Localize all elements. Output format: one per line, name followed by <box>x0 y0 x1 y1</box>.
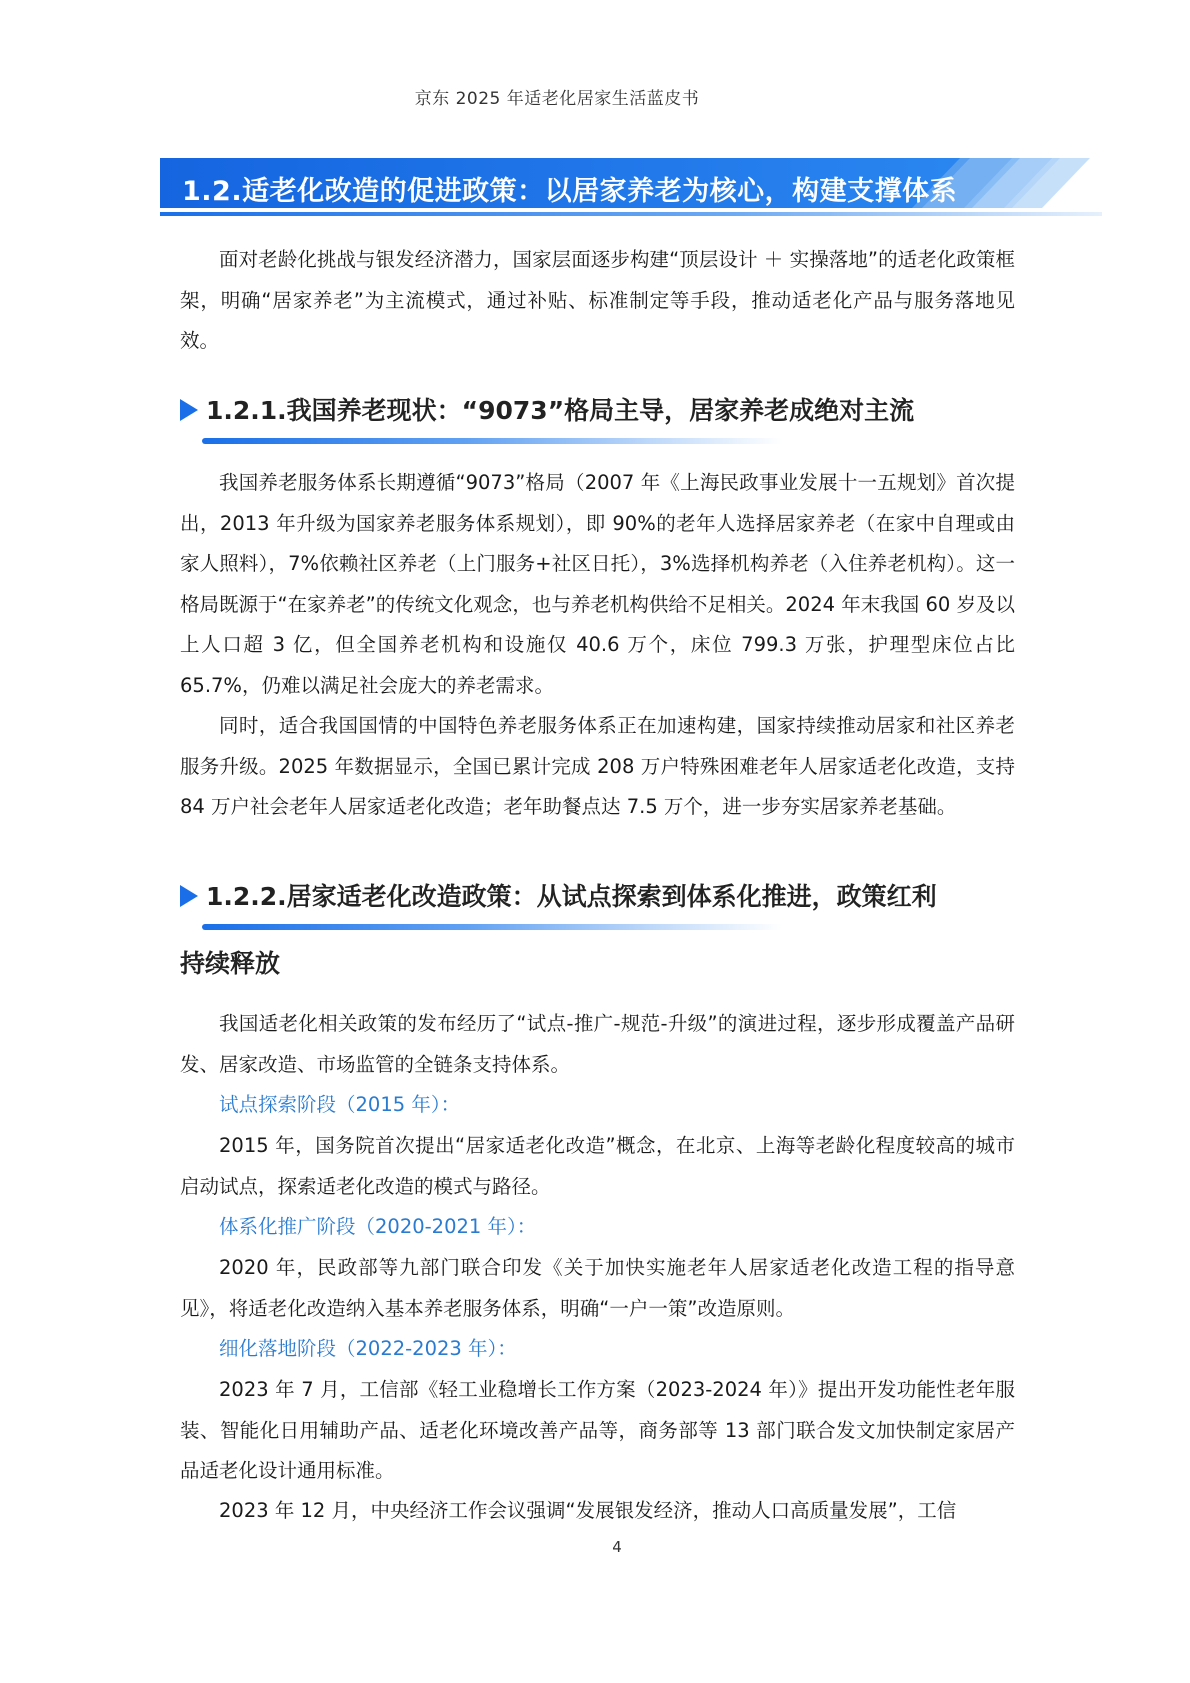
subsection-title-2-line2: 持续释放 <box>180 949 281 978</box>
stage-text-2: 2020 年，民政部等九部门联合印发《关于加快实施老年人居家适老化改造工程的指导意见》，将适老化改造纳入基本养老服务体系，明确“一户一策”改造原则。 <box>180 1256 1015 1320</box>
subsection-heading-1 <box>180 382 1040 440</box>
intro-paragraph: 面对老龄化挑战与银发经济潜力，国家层面逐步构建“顶层设计 ＋ 实操落地”的适老化政策框架，明确“居家养老”为主流模式，通过补贴、标准制定等手段，推动适老化产品与服务落地见效。 <box>180 248 1015 352</box>
stage-text-1: 2015 年，国务院首次提出“居家适老化改造”概念，在北京、上海等老龄化程度较高的城市启动试点，探索适老化改造的模式与路径。 <box>180 1134 1015 1198</box>
section-banner <box>160 158 1150 228</box>
subsection-heading-2 <box>180 868 1040 926</box>
subsection-title-2-line1: 1.2.2.居家适老化改造政策：从试点探索到体系化推进，政策红利 <box>206 882 937 911</box>
heading-underline <box>202 924 782 930</box>
heading-underline <box>202 438 782 444</box>
stage-text-3: 2023 年 7 月，工信部《轻工业稳增长工作方案（2023-2024 年）》提出开发功能性老年服装、智能化日用辅助产品、适老化环境改善产品等，商务部等 13 部门联合发文加快制定家居产品适老化设计通用标准。 <box>180 1378 1015 1482</box>
sub2-intro-paragraph: 我国适老化相关政策的发布经历了“试点-推广-规范-升级”的演进过程，逐步形成覆盖产品研发、居家改造、市场监管的全链条支持体系。 <box>180 1012 1015 1076</box>
section-title: 1.2.适老化改造的促进政策：以居家养老为核心，构建支撑体系 <box>182 176 958 207</box>
document-header-title: 京东 2025 年适老化居家生活蓝皮书 <box>414 89 700 109</box>
triangle-bullet-icon <box>180 399 198 421</box>
stage-label-2: 体系化推广阶段（2020-2021 年）： <box>219 1215 537 1238</box>
stage-label-3: 细化落地阶段（2022-2023 年）： <box>219 1337 517 1360</box>
subsection-title-1: 1.2.1.我国养老现状：“9073”格局主导，居家养老成绝对主流 <box>206 396 915 425</box>
sub1-paragraph-1: 我国养老服务体系长期遵循“9073”格局（2007 年《上海民政事业发展十一五规划》首次提出，2013 年升级为国家养老服务体系规划），即 90%的老年人选择居家养老（在家中自理或由家人照料），7%依赖社区养老（上门服务+社区日托），3%选择机构养老（入住养老机构）。这一格局既源于“在家养老”的传统文化观念，也与养老机构供给不足相关。2024 年末我国 60 岁及以上人口超 3 亿，但全国养老机构和设施仅 40.6 万个，床位 799.3 万张，护理型床位占比 65.7%，仍难以满足社会庞大的养老需求。 <box>180 471 1015 697</box>
stage-text-3-continued: 2023 年 12 月，中央经济工作会议强调“发展银发经济，推动人口高质量发展”，工信 <box>219 1499 957 1522</box>
sub1-paragraph-2: 同时，适合我国国情的中国特色养老服务体系正在加速构建，国家持续推动居家和社区养老服务升级。2025 年数据显示，全国已累计完成 208 万户特殊困难老年人居家适老化改造，支持 84 万户社会老年人居家适老化改造；老年助餐点达 7.5 万个，进一步夯实居家养老基础。 <box>180 714 1015 818</box>
triangle-bullet-icon <box>180 885 198 907</box>
page-number: 4 <box>612 1538 622 1556</box>
stage-label-1: 试点探索阶段（2015 年）： <box>219 1093 461 1116</box>
